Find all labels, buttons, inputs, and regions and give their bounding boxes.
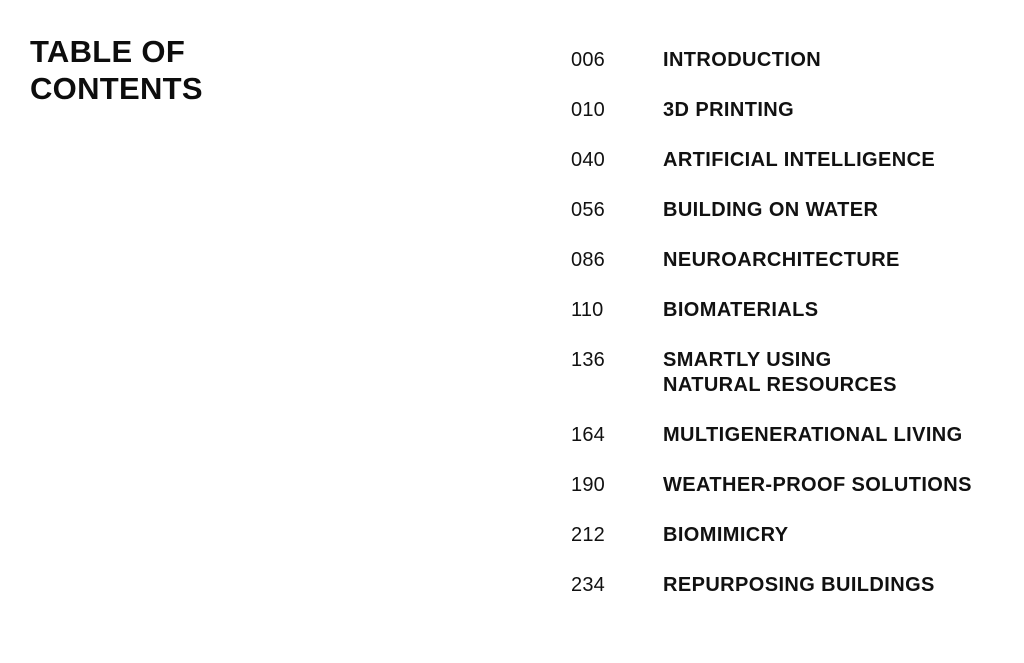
toc-page-number: 164	[571, 424, 605, 446]
toc-page-number: 010	[571, 99, 605, 121]
toc-entry[interactable]	[571, 423, 1011, 448]
toc-entry[interactable]	[571, 248, 1011, 273]
toc-chapter-title-line: INTRODUCTION	[663, 49, 822, 71]
toc-page-number: 110	[571, 299, 604, 321]
toc-chapter-title-line: BIOMATERIALS	[663, 299, 819, 321]
toc-page-number: 040	[571, 149, 605, 171]
toc-entry[interactable]	[571, 348, 1011, 398]
toc-page-number: 212	[571, 524, 605, 546]
page-title-line-1: TABLE OF	[30, 34, 186, 69]
toc-page-number: 006	[571, 49, 605, 71]
toc-chapter-title	[663, 423, 963, 448]
toc-chapter-title	[663, 248, 900, 273]
toc-chapter-title	[663, 573, 935, 598]
toc-entry[interactable]	[571, 98, 1011, 123]
toc-chapter-title-line: BIOMIMICRY	[663, 524, 789, 546]
toc-entry[interactable]	[571, 523, 1011, 548]
toc-page-number: 136	[571, 349, 605, 371]
toc-list	[571, 48, 1011, 623]
toc-entry[interactable]	[571, 473, 1011, 498]
toc-chapter-title-line: 3D PRINTING	[663, 99, 795, 121]
toc-chapter-title-line: ARTIFICIAL INTELLIGENCE	[663, 149, 936, 171]
toc-page-number: 086	[571, 249, 605, 271]
toc-entry[interactable]	[571, 573, 1011, 598]
toc-chapter-title	[663, 473, 972, 498]
toc-page-number: 190	[571, 474, 605, 496]
toc-chapter-title	[663, 198, 878, 223]
page-title-line-2: CONTENTS	[30, 71, 203, 106]
toc-chapter-title	[663, 148, 935, 173]
toc-chapter-title-line: WEATHER-PROOF SOLUTIONS	[663, 474, 972, 496]
toc-chapter-title-line: NATURAL RESOURCES	[663, 374, 897, 396]
toc-page-number: 056	[571, 199, 605, 221]
toc-chapter-title	[663, 98, 794, 123]
toc-entry[interactable]	[571, 48, 1011, 73]
toc-entry[interactable]	[571, 148, 1011, 173]
toc-entry[interactable]	[571, 298, 1011, 323]
toc-chapter-title	[663, 348, 897, 398]
toc-entry[interactable]	[571, 198, 1011, 223]
toc-page-number: 234	[571, 574, 605, 596]
toc-chapter-title	[663, 48, 821, 73]
toc-chapter-title	[663, 523, 788, 548]
toc-chapter-title-line: BUILDING ON WATER	[663, 199, 879, 221]
toc-chapter-title-line: NEUROARCHITECTURE	[663, 249, 900, 271]
toc-chapter-title-line: SMARTLY USING	[663, 349, 832, 371]
toc-chapter-title	[663, 298, 819, 323]
toc-chapter-title-line: MULTIGENERATIONAL LIVING	[663, 424, 963, 446]
page-title	[30, 33, 270, 107]
toc-chapter-title-line: REPURPOSING BUILDINGS	[663, 574, 935, 596]
